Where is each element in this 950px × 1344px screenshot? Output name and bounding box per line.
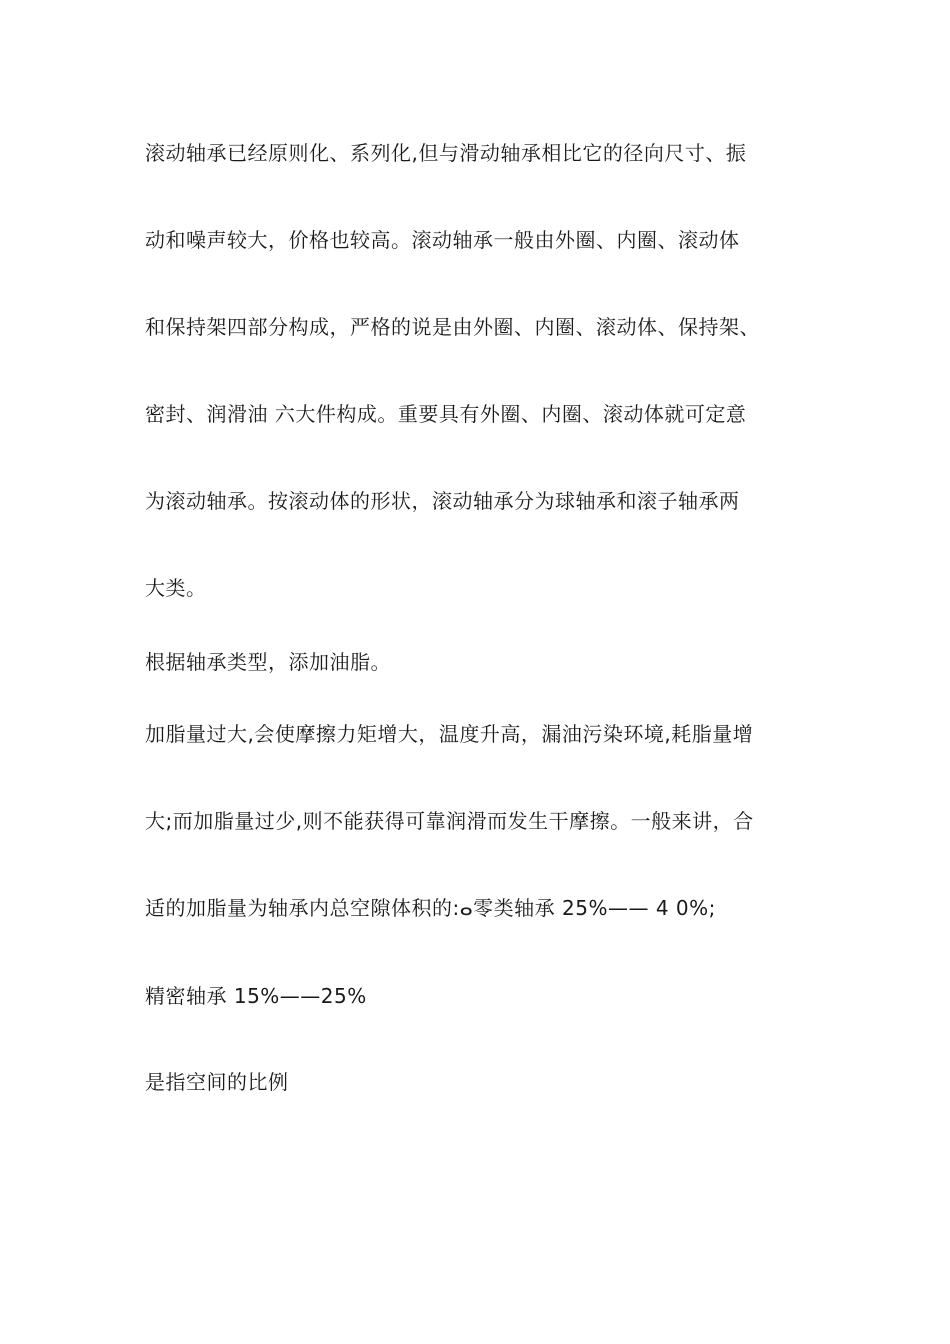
paragraph-1-line-4: 密封、润滑油 六大件构成。重要具有外圈、内圈、滚动体就可定意 (145, 402, 747, 426)
paragraph-1-line-6: 大类。 (145, 576, 207, 600)
paragraph-1-line-1: 滚动轴承已经原则化、系列化,但与滑动轴承相比它的径向尺寸、振 (145, 141, 747, 165)
paragraph-3-line-4: 精密轴承 15%——25% (145, 984, 367, 1008)
paragraph-3-line-1: 加脂量过大,会使摩擦力矩增大，温度升高，漏油污染环境,耗脂量增 (145, 722, 754, 746)
paragraph-4-line-1: 是指空间的比例 (145, 1070, 289, 1094)
paragraph-2-line-1: 根据轴承类型，添加油脂。 (145, 650, 391, 674)
paragraph-3-line-2: 大;而加脂量过少,则不能获得可靠润滑而发生干摩擦。一般来讲，合 (145, 809, 754, 833)
paragraph-3-line-3: 适的加脂量为轴承内总空隙体积的:ⴰ零类轴承 25%—— 4 0%; (145, 896, 716, 920)
paragraph-1-line-3: 和保持架四部分构成，严格的说是由外圈、内圈、滚动体、保持架、 (145, 315, 760, 339)
paragraph-1-line-2: 动和噪声较大，价格也较高。滚动轴承一般由外圈、内圈、滚动体 (145, 228, 740, 252)
paragraph-1-line-5: 为滚动轴承。按滚动体的形状，滚动轴承分为球轴承和滚子轴承两 (145, 489, 740, 513)
